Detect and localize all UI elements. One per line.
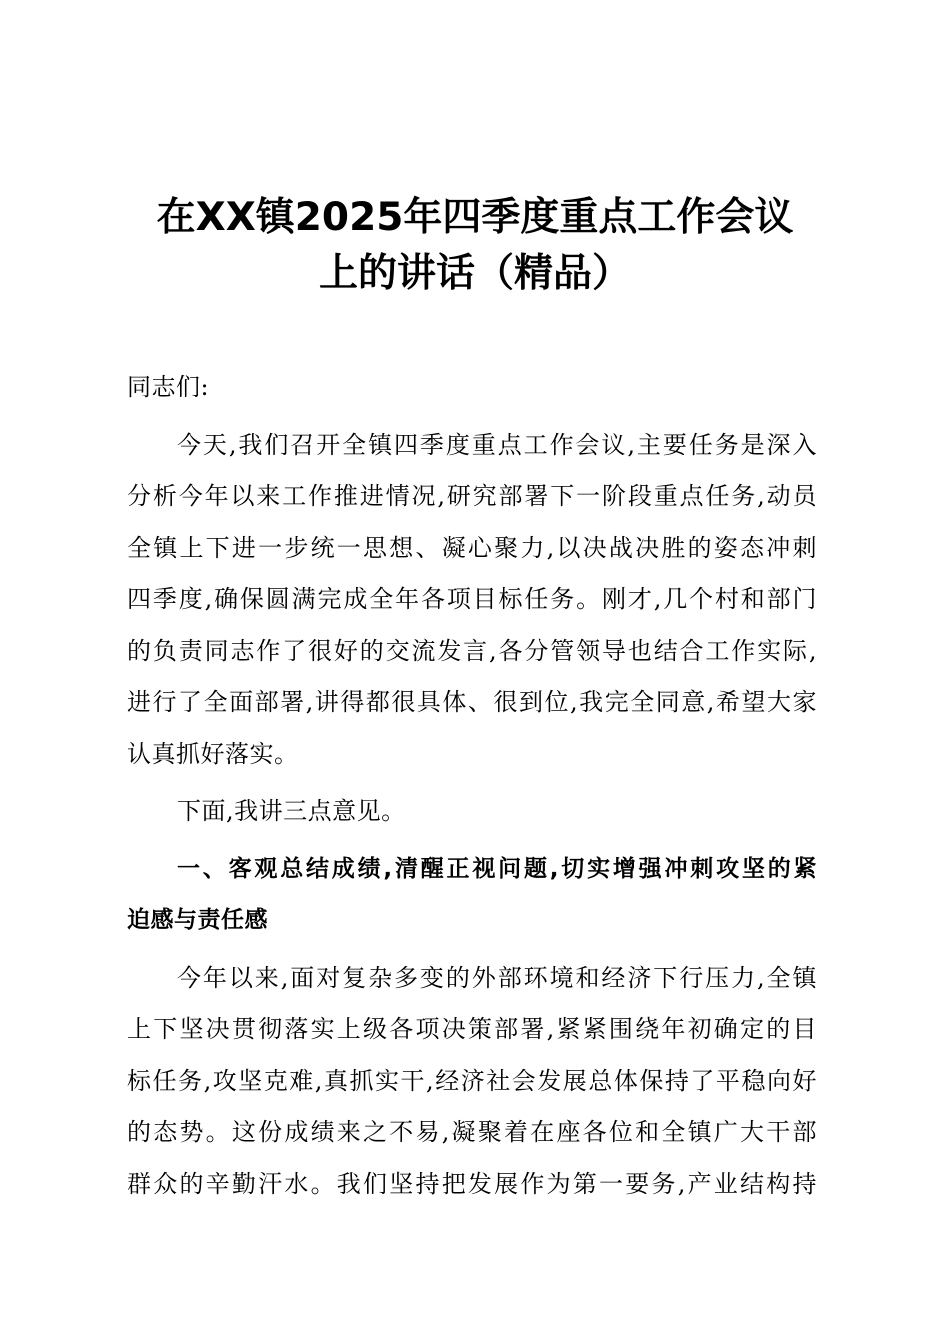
paragraph-line: 群众的辛勤汗水。我们坚持把发展作为第一要务,产业结构持 [127, 1169, 817, 1198]
section-1-heading [127, 844, 817, 947]
paragraph-3 [127, 953, 817, 1211]
paragraph-line: 全镇上下进一步统一思想、凝心聚力,以决战决胜的姿态冲刺 [127, 533, 817, 562]
paragraph-line: 的负责同志作了很好的交流发言,各分管领导也结合工作实际, [127, 636, 817, 665]
paragraph-line: 标任务,攻坚克难,真抓实干,经济社会发展总体保持了平稳向好 [127, 1066, 817, 1095]
paragraph-line: 进行了全面部署,讲得都很具体、很到位,我完全同意,希望大家 [127, 688, 817, 716]
paragraph-line: 上下坚决贯彻落实上级各项决策部署,紧紧围绕年初确定的目 [127, 1015, 817, 1043]
heading-line: 迫感与责任感 [127, 907, 268, 933]
paragraph-line: 今年以来,面对复杂多变的外部环境和经济下行压力,全镇 [177, 963, 817, 992]
paragraph-line: 认真抓好落实。 [127, 739, 299, 768]
paragraph-1 [127, 420, 817, 781]
title-line-1: 在XX镇2025年四季度重点工作会议 [156, 195, 794, 240]
document-title [100, 190, 850, 302]
salutation: 同志们: [127, 373, 210, 401]
heading-line: 一、客观总结成绩,清醒正视问题,切实增强冲刺攻坚的紧 [177, 855, 817, 882]
paragraph-line: 今天,我们召开全镇四季度重点工作会议,主要任务是深入 [177, 430, 817, 459]
document-body [127, 362, 817, 1210]
paragraph-2: 下面,我讲三点意见。 [177, 797, 406, 825]
paragraph-line: 分析今年以来工作推进情况,研究部署下一阶段重点任务,动员 [127, 482, 817, 510]
title-line-2: 上的讲话（精品） [318, 251, 631, 296]
paragraph-line: 四季度,确保圆满完成全年各项目标任务。刚才,几个村和部门 [127, 585, 817, 613]
paragraph-line: 的态势。这份成绩来之不易,凝聚着在座各位和全镇广大干部 [127, 1118, 817, 1146]
